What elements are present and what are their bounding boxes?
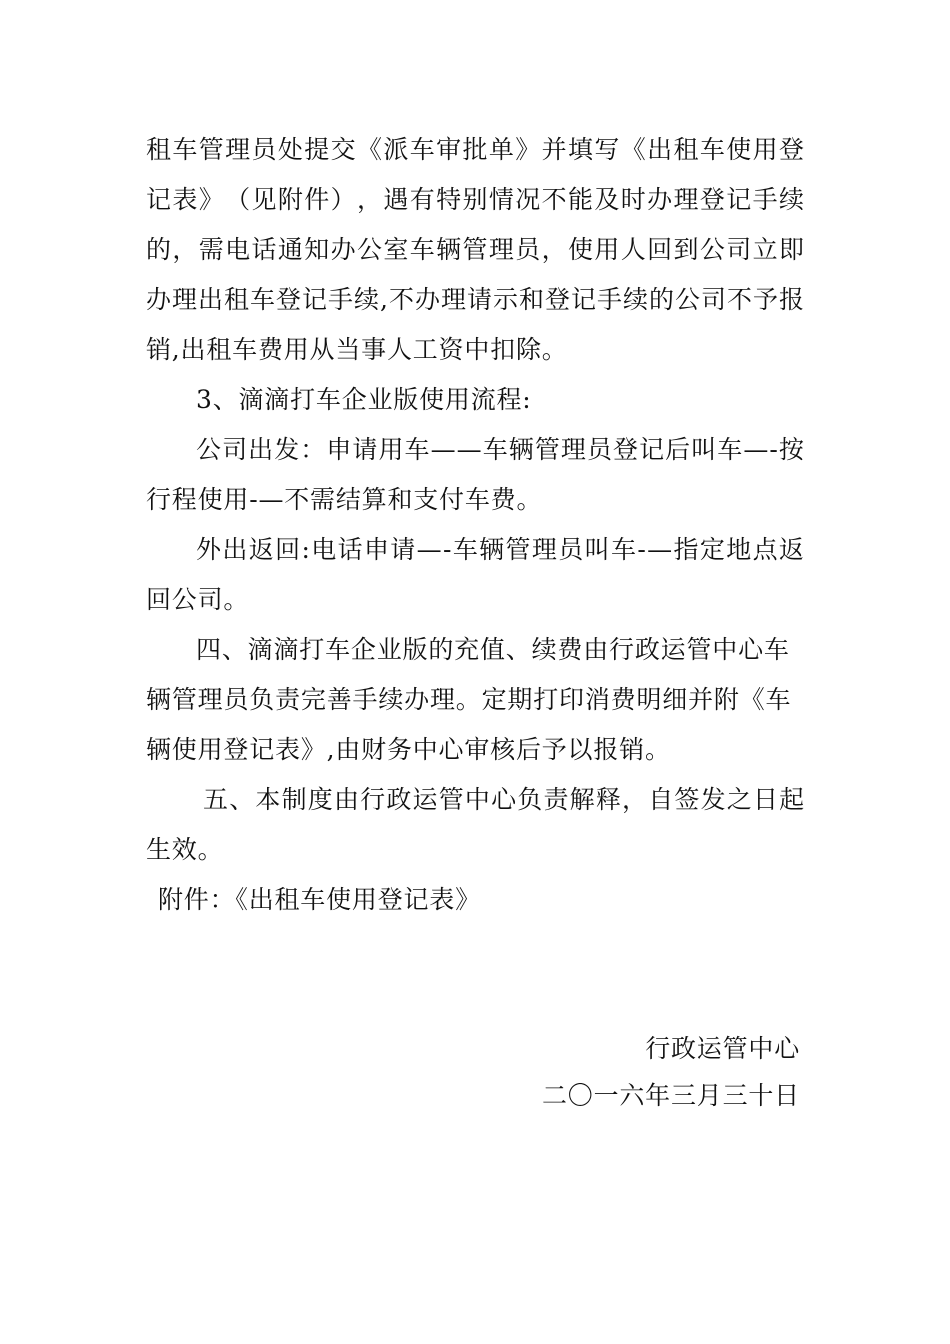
glyph: 《 — [739, 685, 766, 714]
glyph: ， — [357, 185, 383, 214]
glyph: 电 — [311, 535, 338, 564]
glyph: 消 — [584, 685, 611, 714]
glyph: 制 — [281, 785, 308, 814]
glyph: 释 — [595, 785, 622, 814]
glyph: 车 — [250, 285, 276, 314]
glyph: 管 — [198, 135, 225, 164]
glyph: 辆 — [146, 685, 172, 714]
glyph: 理 — [531, 535, 558, 564]
glyph: 续 — [779, 185, 805, 214]
glyph: 后 — [665, 435, 691, 464]
glyph: 度 — [307, 785, 334, 814]
glyph: 的 — [146, 235, 172, 264]
glyph: 话 — [251, 235, 278, 264]
glyph: 司 — [222, 435, 248, 464]
glyph: 请 — [390, 535, 417, 564]
glyph: 、 — [229, 785, 255, 814]
glyph: 定 — [481, 685, 508, 714]
glyph: 见 — [251, 185, 278, 214]
section-3-heading: 3、滴滴打车企业版使用流程: — [196, 385, 532, 414]
glyph: 本 — [255, 785, 282, 814]
glyph: 由 — [333, 785, 360, 814]
glyph: — — [456, 435, 483, 464]
glyph: 管 — [438, 785, 465, 814]
glyph: 请 — [466, 285, 493, 314]
glyph: 《 — [357, 135, 383, 164]
paragraph-1-line-2 — [146, 187, 805, 212]
glyph: 发 — [274, 435, 300, 464]
glyph: 细 — [662, 685, 689, 714]
glyph: 管 — [171, 685, 198, 714]
glyph: 费 — [557, 635, 584, 664]
glyph: 印 — [559, 685, 585, 714]
flow-return-line-2: 回公司。 — [146, 585, 250, 614]
glyph: ， — [622, 785, 648, 814]
glyph: 理 — [225, 135, 251, 164]
glyph: 派 — [383, 135, 410, 164]
glyph: 公 — [699, 235, 726, 264]
glyph: 车 — [717, 435, 744, 464]
glyph: 登 — [276, 285, 302, 314]
glyph: 话 — [337, 535, 364, 564]
glyph: 续 — [622, 285, 649, 314]
glyph: 解 — [569, 785, 596, 814]
glyph: 日 — [752, 785, 779, 814]
glyph: 附 — [277, 185, 304, 214]
glyph: 辆 — [479, 535, 505, 564]
glyph: 续 — [378, 685, 405, 714]
attachment-line: 附件：《出租车使用登记表》 — [158, 885, 481, 914]
flow-company-departure-line-1 — [196, 437, 805, 462]
glyph: 车 — [325, 635, 351, 664]
glyph: 》 — [515, 135, 542, 164]
glyph: 的 — [428, 635, 455, 664]
glyph: 公 — [357, 235, 383, 264]
glyph: 登 — [779, 135, 805, 164]
glyph: 办 — [404, 685, 430, 714]
glyph: 和 — [518, 285, 545, 314]
glyph: — — [647, 535, 673, 564]
glyph: 责 — [543, 785, 570, 814]
glyph: 别 — [462, 185, 489, 214]
glyph: 并 — [541, 135, 568, 164]
glyph: 管 — [686, 635, 713, 664]
glyph: 员 — [515, 235, 542, 264]
glyph: 能 — [568, 185, 594, 214]
glyph: 交 — [330, 135, 357, 164]
glyph: 室 — [383, 235, 410, 264]
glyph: 、 — [221, 635, 248, 664]
glyph: 车 — [699, 135, 726, 164]
glyph: 请 — [352, 435, 379, 464]
glyph: : — [301, 535, 311, 564]
glyph: 写 — [594, 135, 621, 164]
glyph: 辆 — [436, 235, 462, 264]
glyph: 电 — [225, 235, 251, 264]
glyph: 提 — [304, 135, 331, 164]
glyph: 租 — [146, 135, 172, 164]
flow-company-departure-line-2: 行程使用-—不需结算和支付车费。 — [146, 485, 543, 514]
glyph: 心 — [738, 635, 764, 664]
glyph: 公 — [196, 435, 222, 464]
glyph: 员 — [558, 535, 585, 564]
glyph: 手 — [352, 685, 379, 714]
glyph: 单 — [488, 135, 515, 164]
section-5-line-1 — [203, 787, 805, 812]
glyph: 员 — [251, 135, 278, 164]
section-4-line-1 — [196, 635, 790, 664]
glyph: 负 — [249, 685, 276, 714]
glyph: ， — [172, 235, 199, 264]
glyph: 租 — [673, 135, 700, 164]
glyph: ： — [300, 435, 327, 464]
glyph: 车 — [409, 135, 436, 164]
glyph: 记 — [302, 285, 328, 314]
glyph: 车 — [452, 535, 479, 564]
glyph: 立 — [752, 235, 779, 264]
glyph: 办 — [647, 185, 673, 214]
glyph: 填 — [568, 135, 594, 164]
glyph: 时 — [620, 185, 647, 214]
glyph: 车 — [610, 535, 637, 564]
glyph: 记 — [726, 185, 753, 214]
glyph: 并 — [688, 685, 714, 714]
glyph: 理 — [197, 685, 224, 714]
paragraph-1-line-5: 销,出租车费用从当事人工资中扣除。 — [146, 335, 568, 364]
glyph: 特 — [436, 185, 462, 214]
glyph: 手 — [328, 285, 354, 314]
glyph: 版 — [402, 635, 429, 664]
glyph: 运 — [412, 785, 439, 814]
glyph: 处 — [277, 135, 304, 164]
glyph: 车 — [482, 435, 509, 464]
glyph: 登 — [613, 435, 639, 464]
glyph: 四 — [196, 635, 222, 664]
signature-date: 二〇一六年三月三十日 — [541, 1081, 800, 1110]
glyph: 登 — [699, 185, 726, 214]
glyph: 使 — [568, 235, 594, 264]
glyph: 理 — [560, 435, 587, 464]
glyph: 车 — [172, 135, 199, 164]
glyph: 心 — [491, 785, 517, 814]
glyph: 办 — [146, 285, 172, 314]
glyph: 及 — [594, 185, 621, 214]
glyph: 用 — [752, 135, 779, 164]
glyph: 行 — [609, 635, 635, 664]
glyph: 司 — [700, 285, 727, 314]
glyph: 出 — [647, 135, 673, 164]
glyph: 管 — [462, 235, 489, 264]
glyph: 运 — [660, 635, 687, 664]
glyph: 善 — [326, 685, 353, 714]
glyph: 况 — [515, 185, 542, 214]
glyph: 办 — [330, 235, 357, 264]
glyph: 不 — [726, 285, 753, 314]
glyph: 公 — [674, 285, 701, 314]
glyph: 充 — [454, 635, 480, 664]
glyph: 自 — [648, 785, 674, 814]
glyph: 出 — [222, 535, 249, 564]
glyph: 用 — [594, 235, 621, 264]
glyph: 手 — [596, 285, 623, 314]
glyph: 发 — [700, 785, 727, 814]
glyph: 定 — [699, 535, 726, 564]
glyph: 的 — [648, 285, 675, 314]
glyph: 返 — [778, 535, 805, 564]
signature-department: 行政运管中心 — [645, 1034, 800, 1063]
glyph: 地 — [726, 535, 753, 564]
glyph: 管 — [505, 535, 532, 564]
glyph: 理 — [440, 285, 467, 314]
glyph: 情 — [488, 185, 515, 214]
paragraph-1-line-4 — [146, 287, 805, 312]
glyph: 到 — [673, 235, 700, 264]
glyph: 业 — [376, 635, 403, 664]
glyph: 示 — [492, 285, 519, 314]
glyph: 外 — [196, 535, 222, 564]
glyph: 理 — [172, 285, 198, 314]
glyph: 件 — [304, 185, 331, 214]
glyph: 期 — [507, 685, 534, 714]
glyph: 手 — [752, 185, 779, 214]
glyph: 办 — [414, 285, 441, 314]
glyph: 叫 — [691, 435, 717, 464]
glyph: 员 — [586, 435, 613, 464]
glyph: 人 — [620, 235, 647, 264]
glyph: 理 — [429, 685, 456, 714]
glyph: 车 — [763, 635, 790, 664]
glyph: 出 — [248, 435, 274, 464]
section-5-line-2: 生效。 — [146, 835, 224, 864]
glyph: （ — [225, 185, 251, 214]
glyph: 责 — [275, 685, 301, 714]
glyph: 批 — [462, 135, 489, 164]
glyph: 回 — [275, 535, 301, 564]
glyph: 点 — [752, 535, 779, 564]
glyph: 续 — [531, 635, 558, 664]
glyph: 中 — [464, 785, 491, 814]
glyph: 车 — [409, 235, 436, 264]
glyph: 打 — [533, 685, 559, 714]
glyph: 记 — [570, 285, 597, 314]
glyph: 完 — [300, 685, 327, 714]
glyph: 》 — [198, 185, 225, 214]
glyph: 指 — [673, 535, 700, 564]
paragraph-1-line-1 — [146, 137, 805, 162]
glyph: 、 — [505, 635, 532, 664]
glyph: 即 — [779, 235, 805, 264]
glyph: 管 — [534, 435, 561, 464]
glyph: 员 — [223, 685, 250, 714]
glyph: 费 — [610, 685, 637, 714]
glyph: — — [430, 435, 457, 464]
glyph: 遇 — [383, 185, 410, 214]
glyph: 理 — [488, 235, 515, 264]
glyph: 负 — [517, 785, 544, 814]
glyph: - — [637, 535, 647, 564]
glyph: 返 — [248, 535, 275, 564]
glyph: 申 — [363, 535, 390, 564]
glyph: 司 — [726, 235, 753, 264]
glyph: 记 — [639, 435, 665, 464]
glyph: 出 — [198, 285, 224, 314]
glyph: 由 — [583, 635, 609, 664]
glyph: 车 — [765, 685, 792, 714]
glyph: 政 — [386, 785, 413, 814]
glyph: 打 — [299, 635, 326, 664]
glyph: 不 — [541, 185, 568, 214]
glyph: 报 — [778, 285, 805, 314]
glyph: 企 — [350, 635, 377, 664]
glyph: - — [769, 435, 779, 464]
glyph: 《 — [620, 135, 647, 164]
glyph: 记 — [146, 185, 172, 214]
glyph: 辆 — [508, 435, 535, 464]
glyph: 予 — [752, 285, 779, 314]
glyph: 车 — [404, 435, 431, 464]
glyph: 之 — [726, 785, 753, 814]
glyph: 签 — [674, 785, 701, 814]
glyph: 滴 — [247, 635, 274, 664]
glyph: 起 — [779, 785, 805, 814]
glyph: 理 — [673, 185, 700, 214]
glyph: 通 — [277, 235, 304, 264]
glyph: 五 — [203, 785, 229, 814]
flow-return-line-1 — [196, 537, 805, 562]
glyph: ， — [541, 235, 568, 264]
glyph: 。 — [455, 685, 482, 714]
glyph: 续 — [354, 285, 380, 314]
glyph: — — [743, 435, 770, 464]
glyph: 回 — [647, 235, 673, 264]
glyph: - — [443, 535, 453, 564]
glyph: 叫 — [584, 535, 611, 564]
glyph: , — [380, 285, 389, 314]
glyph: 申 — [326, 435, 353, 464]
glyph: 明 — [636, 685, 663, 714]
glyph: 政 — [634, 635, 661, 664]
section-4-line-2 — [146, 685, 792, 714]
glyph: 表 — [172, 185, 199, 214]
glyph: 知 — [304, 235, 331, 264]
glyph: 需 — [198, 235, 225, 264]
glyph: 附 — [713, 685, 740, 714]
glyph: 登 — [544, 285, 571, 314]
glyph: 不 — [388, 285, 415, 314]
glyph: 值 — [479, 635, 506, 664]
glyph: 有 — [409, 185, 436, 214]
glyph: 中 — [712, 635, 739, 664]
glyph: 使 — [726, 135, 753, 164]
glyph: 审 — [436, 135, 462, 164]
section-4-line-3: 辆使用登记表》,由财务中心审核后予以报销。 — [146, 735, 671, 764]
glyph: — — [416, 535, 443, 564]
paragraph-1-line-3 — [146, 237, 805, 262]
glyph: 按 — [778, 435, 805, 464]
glyph: 用 — [378, 435, 405, 464]
glyph: 租 — [224, 285, 250, 314]
glyph: ） — [330, 185, 357, 214]
glyph: 滴 — [273, 635, 300, 664]
glyph: 行 — [360, 785, 386, 814]
